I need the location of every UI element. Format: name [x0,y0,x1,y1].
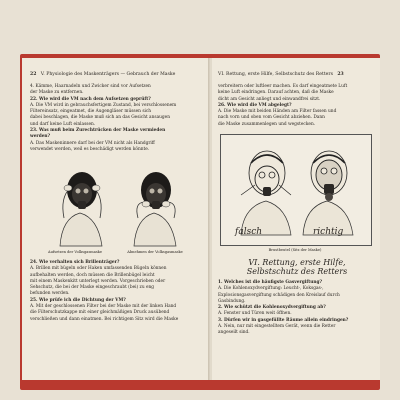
mask-fit-caption: Brustbeutel (Sitz der Maske) [268,248,322,252]
left-page [22,58,210,380]
section-title-line: Selbstschutz des Retters [246,267,348,276]
question-line: 3. Dürfen wir in gasgefüllte Räume allein eindringen? [218,317,349,323]
left-page-header [30,72,175,77]
text-line: A. Die Maske mit beiden Händen am Filter fassen und [218,109,337,115]
text-line: aufbehalten werden, doch müssen die Brillenbügel leicht [30,272,155,278]
section-title-line: VI. Rettung, erste Hilfe, [248,258,346,267]
text-line: A. Fenster und Türen weit öffnen. [218,311,292,317]
text-line: 4. Kämme, Haarnadeln und Zwicker sind vor Aufsetzen [30,84,151,89]
left-page-text-bottom [30,260,206,323]
text-line: mit einem Maskenkitt unterlegt werden. Vorgeschrieben oder [30,278,166,284]
text-line: A. Das Maskeninnere darf bei der VM nicht als Handgriff [30,140,155,146]
figure-correct-fit [303,151,353,235]
text-line: verwendet werden, weil es beschädigt werden könnte. [30,146,150,152]
question-line: 1. Welches ist die häufigste Gasvergiftung? [218,280,323,285]
question-line: werden? [30,134,51,140]
question-line: 25. Wie prüfe ich die Dichtung der VM? [30,297,126,303]
figure-removing-mask [134,172,176,246]
text-line: die Maske zusammenlegen und wegstecken. [218,121,316,127]
text-line: Explosionsgasvergiftung schädigen den Kreislauf durch [218,292,340,298]
text-line: Filtereinsatz, eingeatmet, die Augengläser müssen sich [30,109,152,115]
question-line: 26. Wie wird die VM abgelegt? [218,102,292,108]
right-page-header [218,72,344,77]
text-line: A. Brillen mit bügeln oder Haken umfassenden Bügeln können [30,266,167,272]
right-page-text-bottom [218,280,376,337]
text-line: Gasbindung. [218,298,246,304]
mask-fit-figure [220,134,372,246]
text-line: A. Mit der geschlossenen Filter bei der Maske mit der linken Hand [30,304,177,310]
gas-mask-illustration [50,158,190,248]
section-title [218,258,376,276]
question-line: 2. Wie schützt die Kohlenoxydvergiftung ab? [218,305,326,311]
question-line: 23. Was muß beim Zurechtrücken der Maske vermieden [30,128,166,134]
text-line: befunden werden. [30,291,70,297]
text-line: keine Luft eindringen. Darauf achten, daß die Maske [218,90,334,96]
text-line: nach vorn und oben vom Gesicht abziehen. Dann [218,115,325,121]
text-line: A. Nein, nur mit eingestelltem Gerät, wenn die Retter [218,324,336,330]
question-line: 24. Wie verhalten sich Brillenträger? [30,260,120,265]
text-line: dabei beschlagen, die Maske muß sich an das Gesicht ansaugen [30,115,170,121]
text-line: die Filterschutzkappe mit einer gleichmäßigen Druck ausübend [30,310,170,316]
left-page-number: 22 [30,72,37,77]
text-line: dicht am Gesicht anliegt und einwandfrei sitzt. [218,96,321,102]
caption-putting-on: Aufsetzen der Volksgasmaske [47,250,102,254]
text-line: A. Die Kohlenoxydvergiftung: Leucht-, Koksgas-, [218,286,324,292]
right-page-number: 23 [337,72,344,77]
left-page-running-title: V. Physiologie des Maskenträgers — Gebrauch der Maske [40,72,176,77]
text-line: verbreitern oder luftleer machen. Es darf eingeatmete Luft [218,84,348,89]
text-line: Sehschutz, die bei der Maske eingeschraubt (bei) zu eng [30,285,155,291]
text-line: A. Die VM wird in gebrauchsfertigem Zustand, bei verschlossenem [30,102,177,108]
right-page-running-title: VI. Rettung, erste Hilfe, Selbstschutz des Retters [218,72,333,77]
left-page-text-top [30,84,206,153]
text-line: der Maske zu entfernen. [30,90,84,96]
right-page-text-top [218,84,376,128]
question-line: 22. Wie wird die VM nach dem Aufsetzen geprüft? [30,96,151,102]
label-wrong: falsch [235,227,263,237]
figure-wrong-fit [241,151,291,235]
text-line: angeseilt sind. [218,330,250,336]
right-page [212,58,380,380]
text-line: und darf keine Luft einlassen. [30,121,96,127]
figure-putting-on-mask [60,172,102,246]
caption-removing: Abnehmen der Volksgasmaske [127,250,183,254]
text-line: verschließen und dann einatmen. Bei richtigem Sitz wird die Maske [30,316,179,322]
label-right: richtig [313,227,344,237]
